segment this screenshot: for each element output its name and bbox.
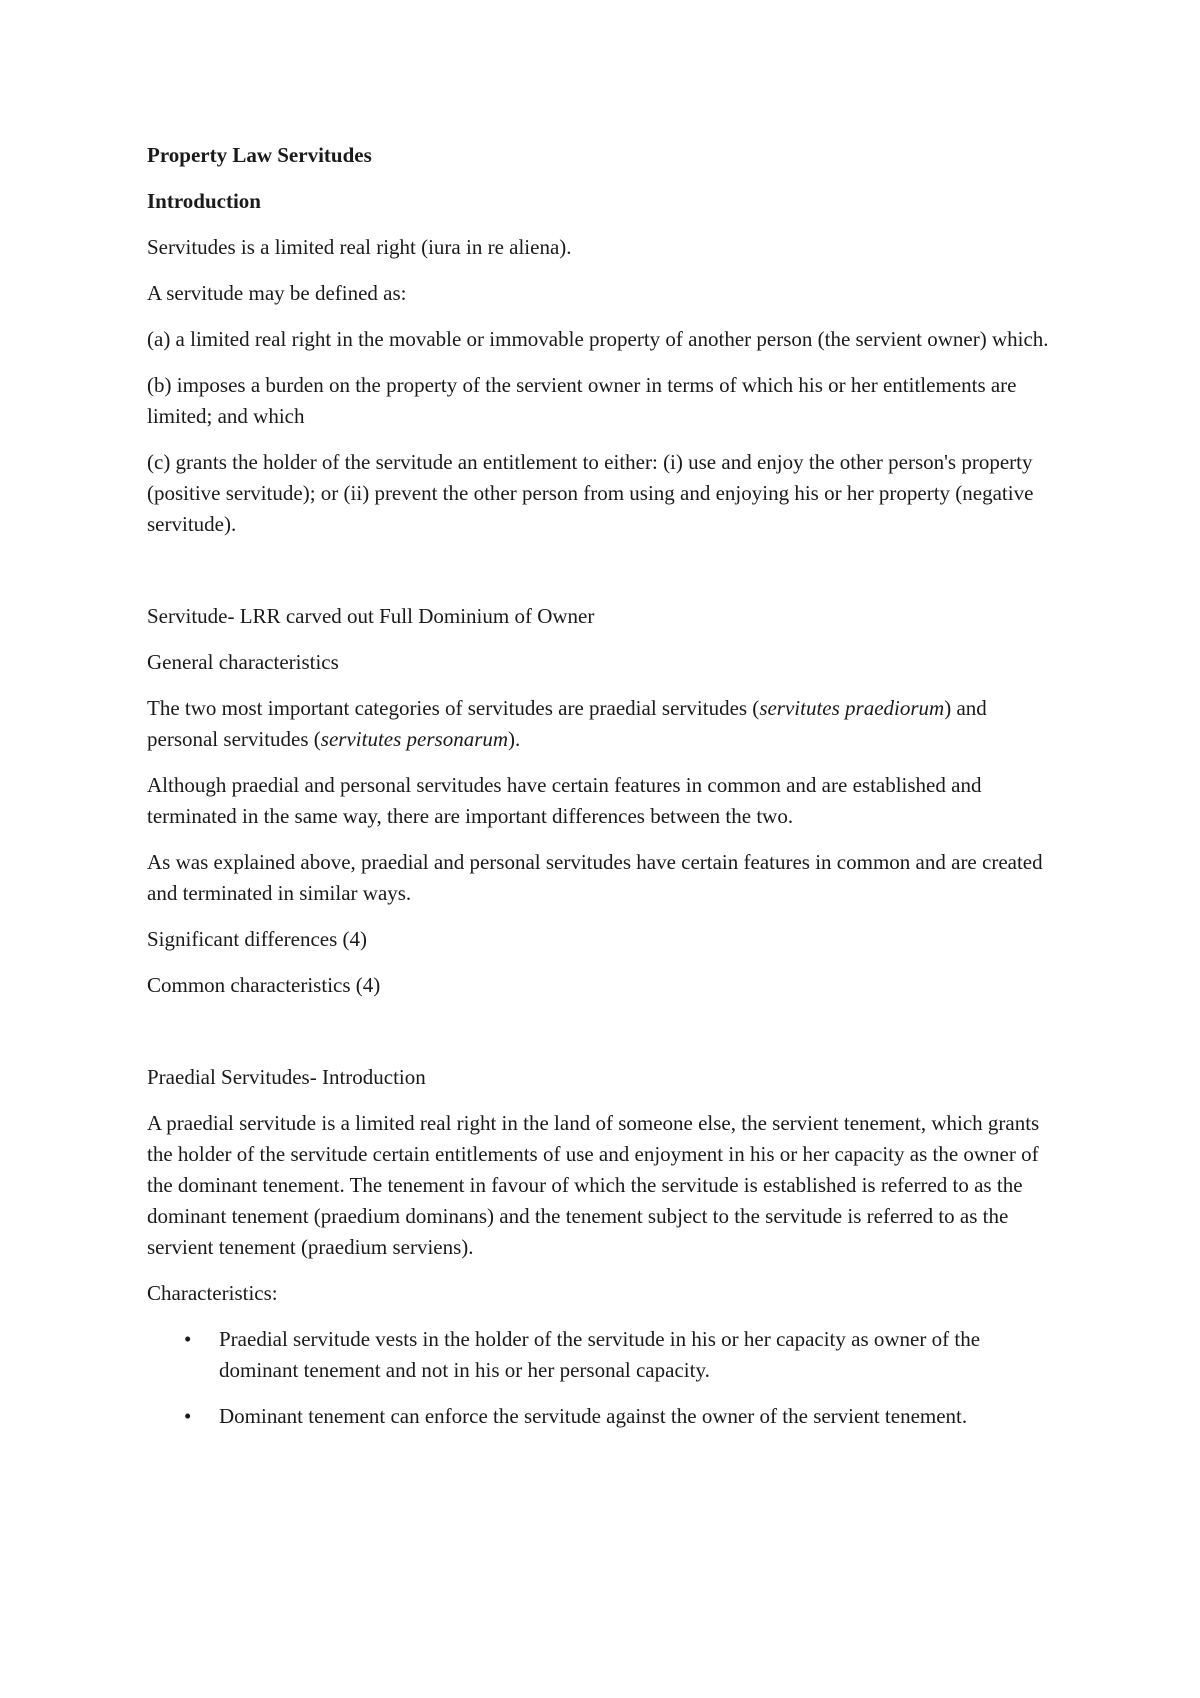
paragraph: (c) grants the holder of the servitude an entitlement to either: (i) use and enjoy the other person's property (positive servitude); or (ii) prevent the other person from using and enjoying his or her property (negative servitude). <box>147 450 1034 536</box>
paragraph: A praedial servitude is a limited real right in the land of someone else, the servient tenement, which grants the holder of the servitude certain entitlements of use and enjoyment in his or her capacity as the owner of the dominant tenement. The tenement in favour of which the servitude is established is referred to as the dominant tenement (praedium dominans) and the tenement subject to the servitude is referred to as the servient tenement (praedium serviens). <box>147 1111 1040 1259</box>
bullet-icon: • <box>184 1404 192 1428</box>
paragraph: (b) imposes a burden on the property of the servient owner in terms of which his or her entitlements are limited; and which <box>147 373 1017 428</box>
section-heading-introduction: Introduction <box>147 189 261 213</box>
paragraph: (a) a limited real right in the movable or immovable property of another person (the servient owner) which. <box>147 327 1049 351</box>
paragraph: Although praedial and personal servitudes have certain features in common and are established and terminated in the same way, there are important differences between the two. <box>147 773 982 828</box>
paragraph: Praedial Servitudes- Introduction <box>147 1065 426 1089</box>
italic-term: servitutes personarum <box>320 727 509 751</box>
paragraph: As was explained above, praedial and personal servitudes have certain features in common and are created and terminated in similar ways. <box>147 850 1043 905</box>
paragraph: Servitude- LRR carved out Full Dominium of Owner <box>147 604 595 628</box>
bullet-icon: • <box>184 1327 192 1351</box>
spacer <box>147 1016 1060 1062</box>
spacer <box>147 555 1060 601</box>
text-run: The two most important categories of servitudes are praedial servitudes ( <box>147 696 760 720</box>
list-item <box>147 1324 1060 1386</box>
characteristics-list <box>147 1324 1060 1432</box>
paragraph <box>147 693 1060 755</box>
text-run: ). <box>508 727 521 751</box>
list-item <box>147 1401 1060 1432</box>
paragraph: A servitude may be defined as: <box>147 281 407 305</box>
paragraph: Servitudes is a limited real right (iura in re aliena). <box>147 235 572 259</box>
paragraph: Characteristics: <box>147 1281 278 1305</box>
document-title: Property Law Servitudes <box>147 143 372 167</box>
paragraph: Common characteristics (4) <box>147 973 381 997</box>
italic-term: servitutes praediorum <box>759 696 945 720</box>
paragraph: Significant differences (4) <box>147 927 368 951</box>
paragraph: General characteristics <box>147 650 339 674</box>
list-item-text: Dominant tenement can enforce the servitude against the owner of the servient tenement. <box>219 1404 968 1428</box>
list-item-text: Praedial servitude vests in the holder of the servitude in his or her capacity as owner of the dominant tenement and not in his or her personal capacity. <box>219 1327 981 1382</box>
text-run: ) and personal servitudes ( <box>147 696 987 751</box>
